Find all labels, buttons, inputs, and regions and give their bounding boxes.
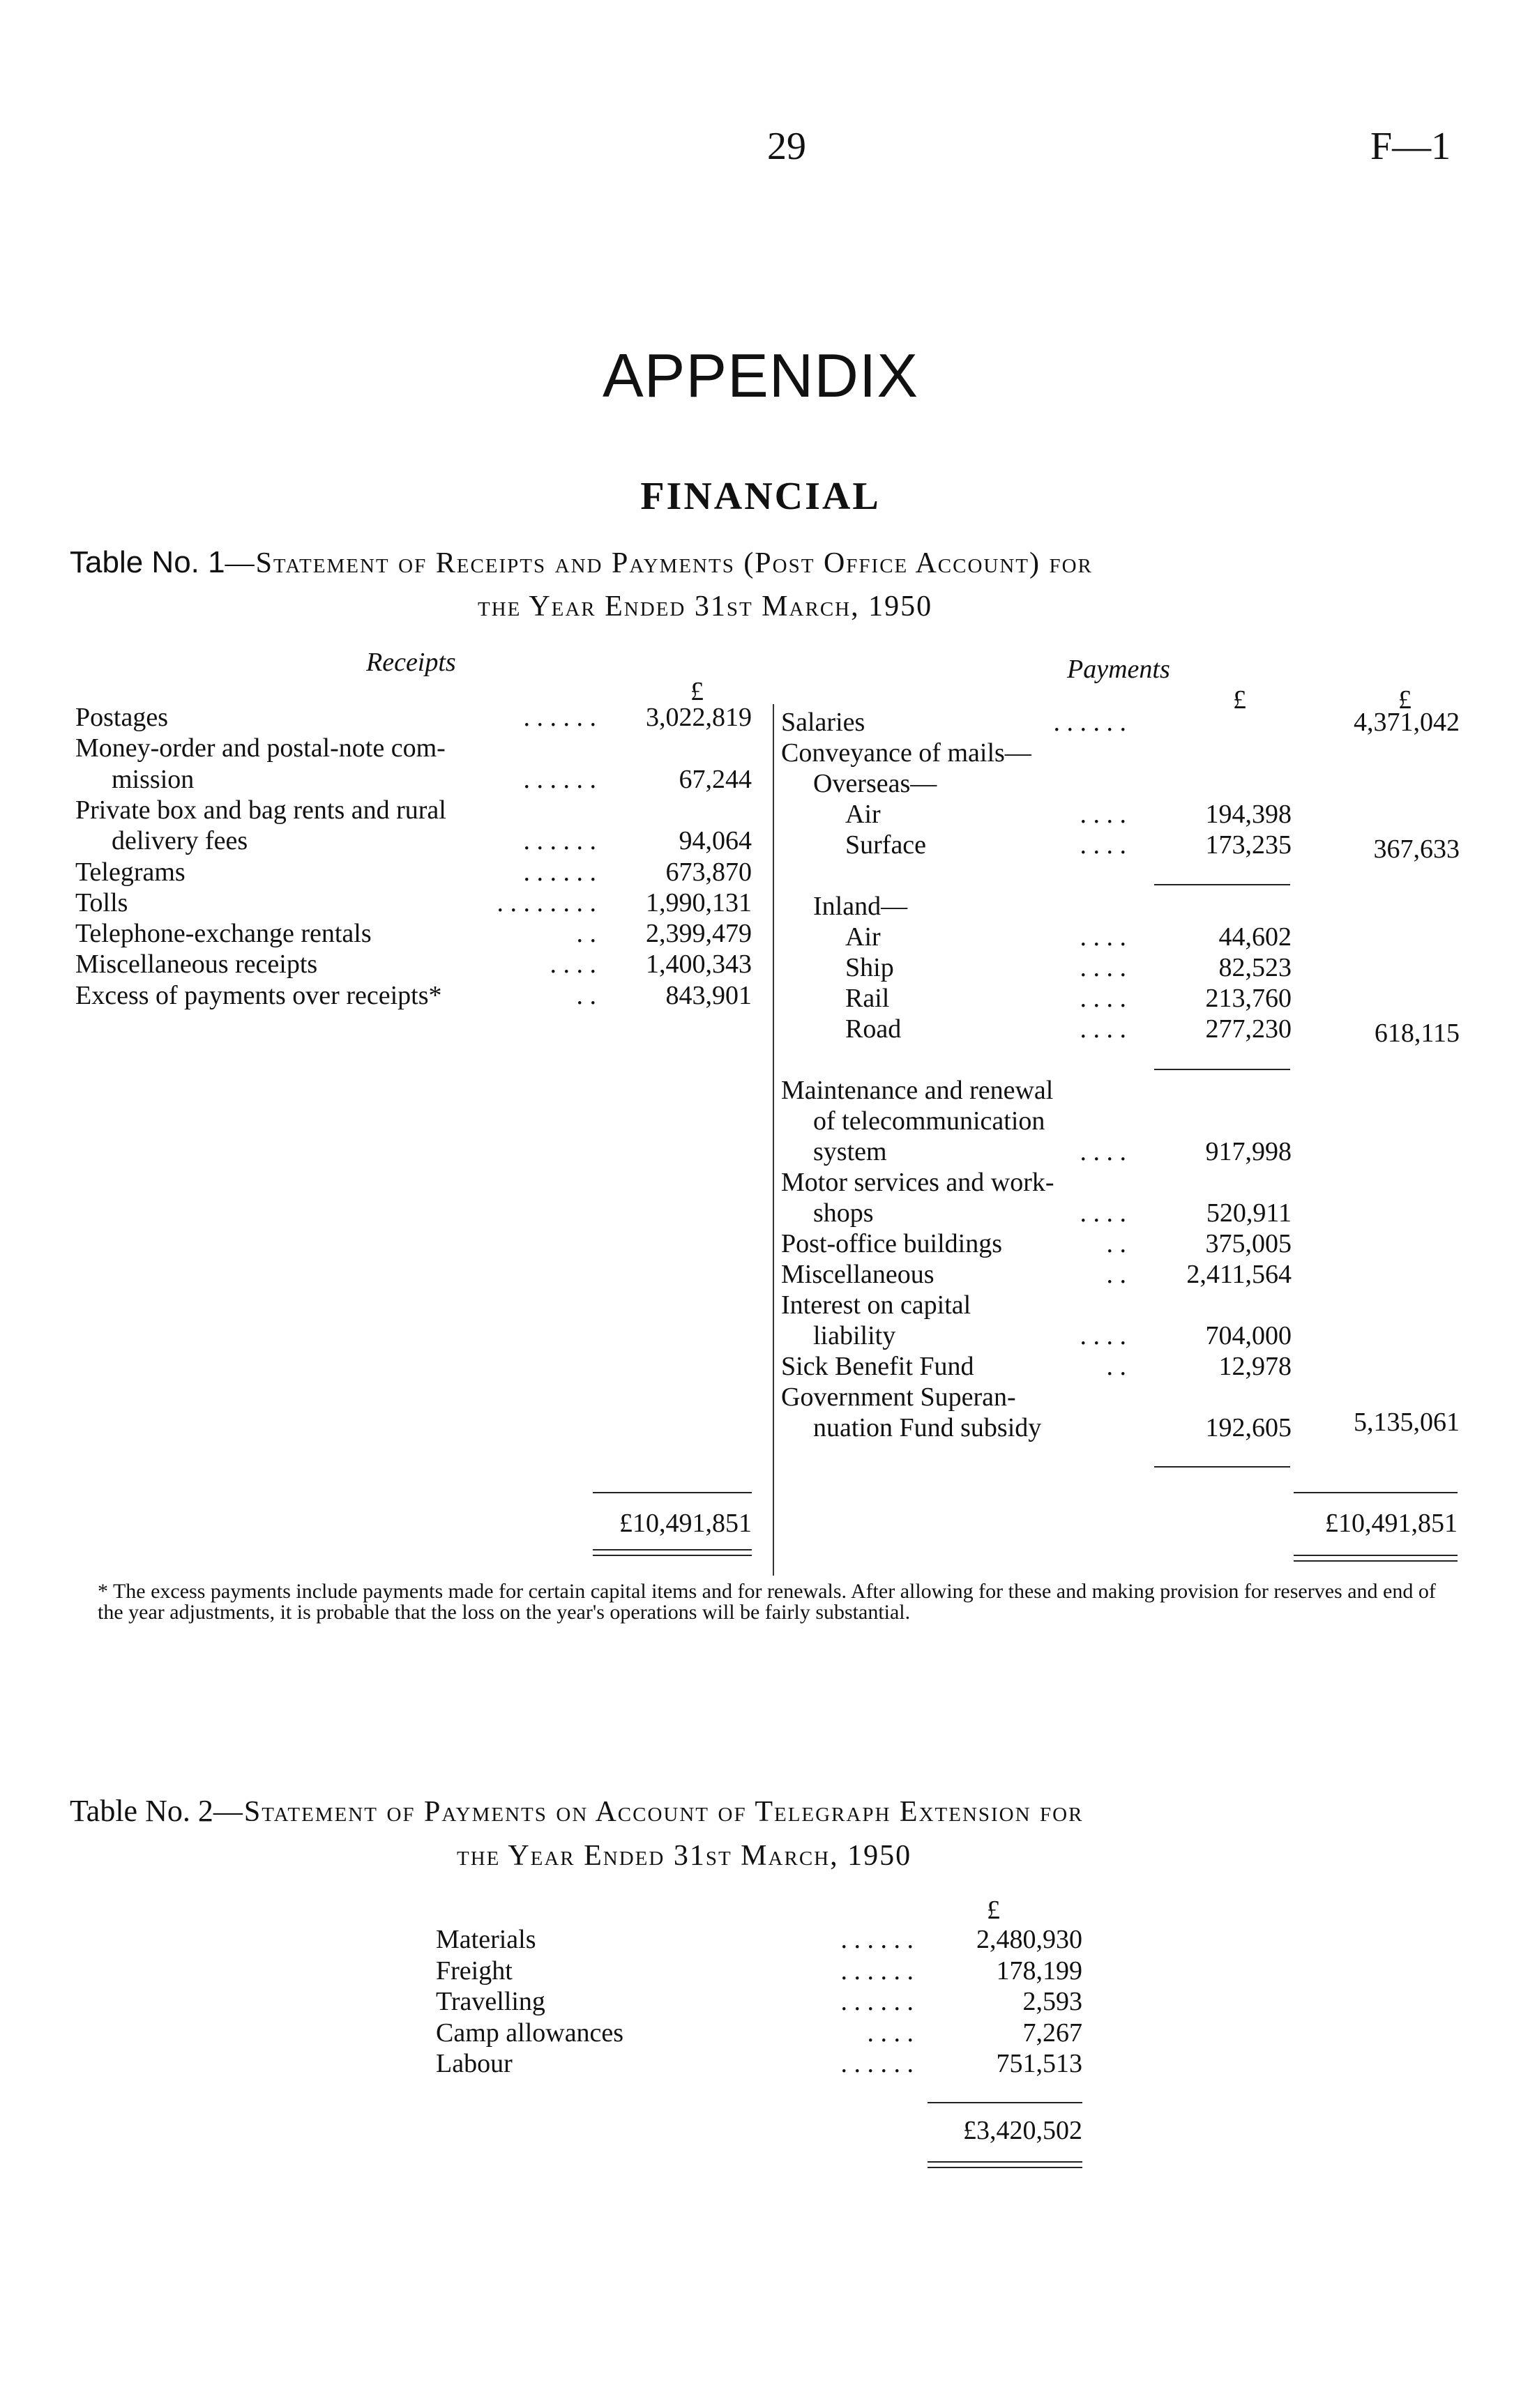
receipts-header: Receipts <box>366 648 456 677</box>
table2-row-leaders: . . . . . . <box>840 1987 914 2016</box>
payment-subvalue: 375,005 <box>1205 1229 1292 1258</box>
receipt-leaders: . . . . . . <box>523 764 596 794</box>
payments-col1-pound-sign: £ <box>1233 685 1246 715</box>
payment-label: Interest on capital <box>781 1290 971 1320</box>
table2-dash: — <box>213 1796 244 1828</box>
receipts-pound-sign: £ <box>690 677 704 706</box>
table2-row-leaders: . . . . . . <box>840 1956 914 1986</box>
receipt-label: Excess of payments over receipts* <box>75 980 442 1010</box>
payment-leaders: . . . . <box>1080 922 1126 952</box>
page-number: 29 <box>767 125 806 168</box>
payment-leaders: . . <box>1106 1352 1126 1381</box>
payments-total-rule <box>1294 1492 1458 1493</box>
table2-row-leaders: . . . . . . <box>840 1925 914 1954</box>
payment-subvalue: 12,978 <box>1218 1352 1292 1381</box>
payments-col2-pound-sign: £ <box>1398 685 1412 715</box>
receipt-label: Postages <box>75 703 168 732</box>
receipt-leaders: . . <box>576 980 596 1010</box>
payment-subvalue: 82,523 <box>1218 953 1292 982</box>
payment-value: 367,633 <box>1373 835 1460 864</box>
payment-subvalue: 173,235 <box>1205 830 1292 860</box>
receipt-leaders: . . . . . . <box>523 857 596 887</box>
payment-label: Miscellaneous <box>781 1260 934 1289</box>
payments-total-double-rule <box>1294 1560 1458 1562</box>
payment-label: system <box>813 1137 887 1166</box>
payment-value: 618,115 <box>1374 1019 1460 1048</box>
payment-subvalue: 192,605 <box>1205 1413 1292 1442</box>
receipt-label: Telephone-exchange rentals <box>75 919 372 949</box>
payments-total: £10,491,851 <box>1325 1509 1458 1538</box>
receipt-value: 2,399,479 <box>646 919 752 949</box>
page-reference: F—1 <box>1370 125 1451 168</box>
payment-label: Road <box>845 1014 902 1044</box>
table1-dash: — <box>225 547 256 579</box>
payment-subvalue: 213,760 <box>1205 984 1292 1013</box>
payment-label: Post-office buildings <box>781 1229 1003 1258</box>
receipt-label: Miscellaneous receipts <box>75 950 318 980</box>
payment-label: Air <box>845 800 881 829</box>
receipt-leaders: . . . . . . . . <box>497 887 596 917</box>
receipt-leaders: . . . . . . <box>523 826 596 856</box>
table2-heading-line2: the Year Ended 31st March, 1950 <box>457 1840 912 1872</box>
table2-row-value: 751,513 <box>996 2049 1082 2078</box>
payment-leaders: . . . . <box>1080 984 1126 1013</box>
payment-label: Surface <box>845 830 927 860</box>
table2-row-value: 7,267 <box>1022 2018 1082 2048</box>
payment-leaders: . . <box>1106 1229 1126 1258</box>
table1-label: Table No. 1 <box>70 545 225 579</box>
table2-row-label: Travelling <box>436 1987 545 2016</box>
overseas-subtotal-rule <box>1154 884 1290 885</box>
payment-subvalue: 194,398 <box>1205 800 1292 829</box>
receipt-label: Telegrams <box>75 857 186 887</box>
receipt-value: 673,870 <box>665 857 752 887</box>
receipt-label: Private box and bag rents and rural <box>75 795 446 825</box>
table1-heading-line1: Statement of Receipts and Payments (Post Office Account) for <box>255 547 1093 579</box>
table2-row-leaders: . . . . <box>867 2018 914 2048</box>
receipt-value: 1,400,343 <box>646 950 752 980</box>
table2-row-label: Materials <box>436 1925 536 1954</box>
table2-pound-sign: £ <box>987 1896 1000 1925</box>
payment-label: Salaries <box>781 708 865 737</box>
receipt-value: 67,244 <box>679 764 752 794</box>
table2-total-rule <box>928 2102 1082 2103</box>
receipt-label: Tolls <box>75 887 128 917</box>
payment-leaders: . . . . <box>1080 800 1126 829</box>
payment-label: Maintenance and renewal <box>781 1076 1054 1105</box>
table2-row-label: Freight <box>436 1956 513 1986</box>
payment-subvalue: 704,000 <box>1205 1321 1292 1350</box>
payment-leaders: . . . . <box>1080 1014 1126 1044</box>
payment-label: of telecommunication <box>813 1106 1045 1136</box>
footnote: * The excess payments include payments made for certain capital items and for renewals. After allowing for these and making provision for reserves and end of the year adjustments, it is probable that the loss on the year's operations will be fairly substantial. <box>98 1580 1436 1624</box>
receipt-value: 94,064 <box>679 826 752 856</box>
table1-heading <box>70 545 1093 580</box>
receipt-label: delivery fees <box>112 826 248 856</box>
payment-label: shops <box>813 1198 874 1228</box>
receipt-leaders: . . <box>576 919 596 949</box>
table2-heading <box>70 1793 1083 1829</box>
payment-leaders: . . . . <box>1080 1198 1126 1228</box>
receipts-total-double-rule <box>593 1549 752 1550</box>
table2-row-value: 2,480,930 <box>976 1925 1082 1954</box>
payment-label: Government Superan- <box>781 1382 1016 1412</box>
table2-row-value: 178,199 <box>996 1956 1082 1986</box>
payments-total-double-rule <box>1294 1555 1458 1556</box>
payment-label: Ship <box>845 953 894 982</box>
payment-label: Inland— <box>813 892 908 921</box>
payment-value: 4,371,042 <box>1354 708 1460 737</box>
table2-total: £3,420,502 <box>963 2116 1082 2145</box>
appendix-title: APPENDIX <box>602 341 919 410</box>
table2-heading-line1: Statement of Payments on Account of Telegraph Extension for <box>243 1796 1084 1828</box>
receipt-leaders: . . . . . . <box>523 703 596 732</box>
receipts-total-double-rule <box>593 1555 752 1556</box>
section-title: FINANCIAL <box>640 475 881 518</box>
payments-header: Payments <box>1067 655 1170 684</box>
payment-leaders: . . . . <box>1080 1137 1126 1166</box>
payment-label: Conveyance of mails— <box>781 738 1031 768</box>
column-divider <box>773 704 774 1576</box>
table2-row-label: Labour <box>436 2049 513 2078</box>
inland-subtotal-rule <box>1154 1069 1290 1070</box>
payment-leaders: . . . . <box>1080 830 1126 860</box>
receipt-label: mission <box>112 764 195 794</box>
receipt-value: 1,990,131 <box>646 887 752 917</box>
receipt-leaders: . . . . <box>550 950 596 980</box>
payment-value: 5,135,061 <box>1354 1408 1460 1437</box>
table2-row-leaders: . . . . . . <box>840 2049 914 2078</box>
receipt-value: 843,901 <box>665 980 752 1010</box>
payment-subvalue: 44,602 <box>1218 922 1292 952</box>
payment-label: Sick Benefit Fund <box>781 1352 974 1381</box>
table1-heading-line2: the Year Ended 31st March, 1950 <box>478 590 933 623</box>
receipt-label: Money-order and postal-note com- <box>75 733 446 763</box>
payment-leaders: . . <box>1106 1260 1126 1289</box>
payment-subvalue: 2,411,564 <box>1186 1260 1292 1289</box>
payment-leaders: . . . . <box>1080 1321 1126 1350</box>
receipts-total: £10,491,851 <box>619 1509 752 1538</box>
payment-leaders: . . . . <box>1080 953 1126 982</box>
table2-total-double-rule <box>928 2161 1082 2163</box>
receipts-total-rule <box>593 1492 752 1493</box>
payment-label: nuation Fund subsidy <box>813 1413 1042 1442</box>
payment-subvalue: 277,230 <box>1205 1014 1292 1044</box>
table2-row-value: 2,593 <box>1022 1987 1082 2016</box>
table2-total-double-rule <box>928 2167 1082 2168</box>
payment-label: Air <box>845 922 881 952</box>
payment-leaders: . . . . . . <box>1053 708 1126 737</box>
payment-subvalue: 917,998 <box>1205 1137 1292 1166</box>
other-subtotal-rule <box>1154 1466 1290 1468</box>
receipt-value: 3,022,819 <box>646 703 752 732</box>
payment-label: Motor services and work- <box>781 1168 1054 1197</box>
payment-label: Rail <box>845 984 890 1013</box>
payment-label: liability <box>813 1321 896 1350</box>
payment-subvalue: 520,911 <box>1206 1198 1292 1228</box>
table2-label: Table No. 2 <box>70 1794 213 1828</box>
table2-row-label: Camp allowances <box>436 2018 624 2048</box>
payment-label: Overseas— <box>813 769 937 798</box>
